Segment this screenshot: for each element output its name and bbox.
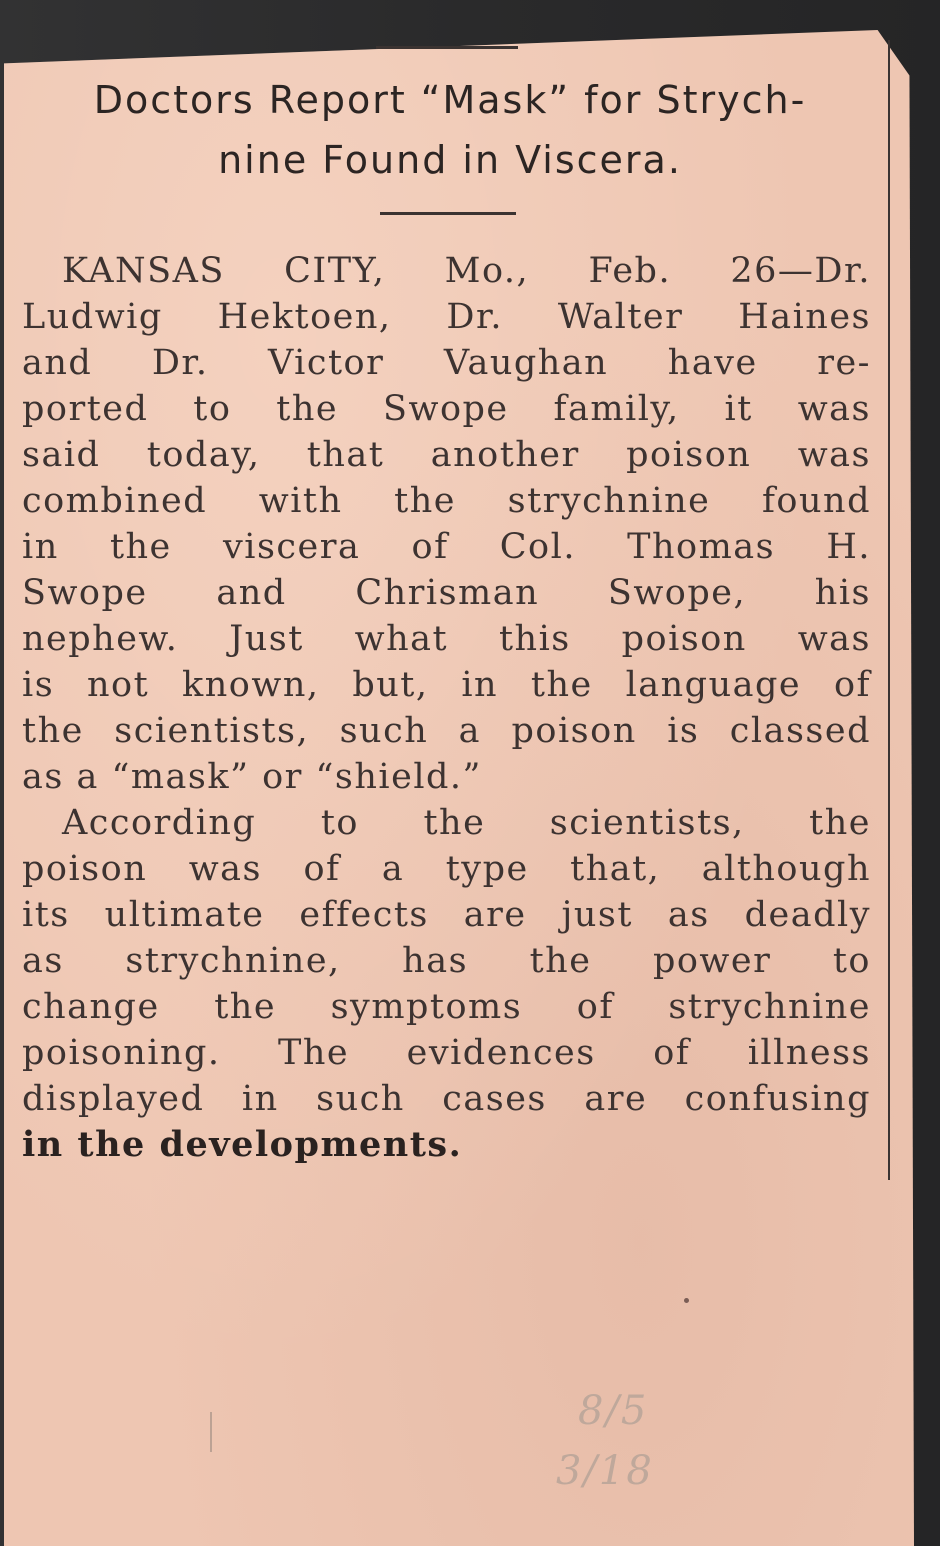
headline-line-2: nine Found in Viscera. — [218, 138, 682, 182]
article-line: poison was of a type that, although — [22, 849, 871, 889]
article-line: the scientists, such a poison is classed — [22, 711, 871, 751]
pencil-stroke — [210, 1412, 212, 1452]
article-line: poisoning. The evidences of illness — [22, 1033, 871, 1073]
article-line: KANSAS CITY, Mo., Feb. 26—Dr. — [62, 251, 871, 291]
article-line: its ultimate effects are just as deadly — [22, 895, 871, 935]
article-line: change the symptoms of strychnine — [22, 987, 871, 1027]
article-line: in the developments. — [22, 1124, 463, 1165]
article-body — [22, 248, 871, 1168]
article-line: nephew. Just what this poison was — [22, 619, 871, 659]
article-line: combined with the strychnine found — [22, 481, 871, 521]
article-line: According to the scientists, the — [62, 803, 871, 843]
column-rule — [888, 40, 890, 1180]
article-line: in the viscera of Col. Thomas H. — [22, 527, 871, 567]
headline-line-1: Doctors Report “Mask” for Strych- — [93, 78, 807, 122]
top-rule — [376, 46, 518, 49]
article-line: displayed in such cases are confusing — [22, 1079, 871, 1119]
article-line: said today, that another poison was — [22, 435, 871, 475]
article-line: as strychnine, has the power to — [22, 941, 871, 981]
article-line: is not known, but, in the language of — [22, 665, 871, 705]
headline — [20, 70, 880, 190]
article-line: Swope and Chrisman Swope, his — [22, 573, 871, 613]
article-line: Ludwig Hektoen, Dr. Walter Haines — [22, 297, 871, 337]
article-line: and Dr. Victor Vaughan have re- — [22, 343, 871, 383]
headline-rule — [380, 212, 516, 215]
article-line: ported to the Swope family, it was — [22, 389, 871, 429]
paper-speck — [684, 1298, 689, 1303]
pencil-note: 8/5 — [578, 1388, 649, 1434]
pencil-note: 3/18 — [556, 1448, 654, 1494]
article-line: as a “mask” or “shield.” — [22, 757, 482, 797]
